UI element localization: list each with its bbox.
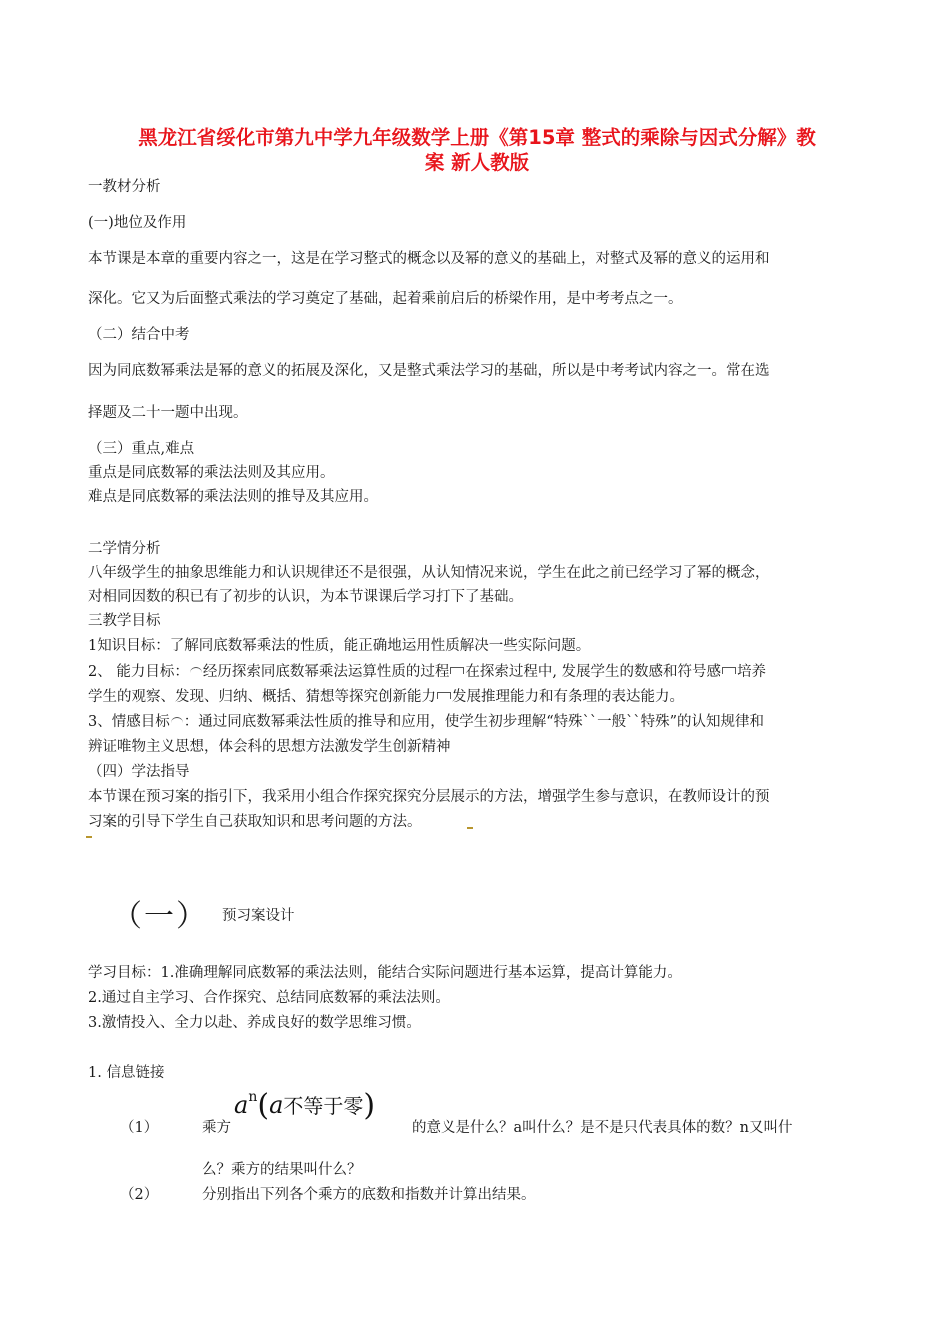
section-heading-teaching-goals: 三教学目标 [88, 613, 161, 629]
document-title-line-1: 黑龙江省绥化市第九中学九年级数学上册《第15章 整式的乘除与因式分解》教 [138, 126, 816, 149]
part-number: （一） [112, 899, 208, 934]
paragraph-line: 本节课是本章的重要内容之一，这是在学习整式的概念以及幂的意义的基础上，对整式及幂的意义的运用和 [88, 251, 770, 267]
goal-text: 2、 能力目标： [88, 664, 189, 680]
question-number: （2） [120, 1187, 159, 1203]
paragraph-line: 深化。它又为后面整式乘法的学习奠定了基础，起着乘前启后的桥梁作用，是中考考点之一。 [88, 291, 683, 307]
learning-goal-2: 2.通过自主学习、合作探究、总结同底数幂的乘法法则。 [88, 990, 450, 1006]
formula-exponent: n [248, 1089, 258, 1105]
part-label-preview-design: 预习案设计 [222, 908, 295, 924]
goal-text: 培养 [737, 664, 767, 680]
goal-text: 经历探索同底数幂乘法运算性质的过程 [202, 664, 450, 680]
edit-mark-icon [722, 667, 736, 674]
paragraph-line: 重点是同底数幂的乘法法则及其应用。 [88, 465, 335, 481]
question-text: 的意义是什么？a叫什么？是不是只代表具体的数？n又叫什 [412, 1120, 793, 1136]
subheading-position-role: (一)地位及作用 [88, 215, 187, 231]
formula-condition: 不等于零 [283, 1094, 364, 1118]
paragraph-line: 因为同底数幂乘法是幂的意义的拓展及深化，又是整式乘法学习的基础，所以是中考考试内容之一。常在选 [88, 363, 770, 379]
subheading-key-points: （三）重点,难点 [88, 441, 195, 457]
goal-emotion-line-2: 辨证唯物主义思想，体会科的思想方法激发学生创新精神 [88, 739, 451, 755]
subheading-exam-link: （二）结合中考 [88, 327, 190, 343]
section-heading-textbook-analysis: 一教材分析 [88, 179, 161, 195]
edit-mark-icon [86, 836, 92, 838]
edit-mark-icon [467, 827, 473, 829]
goal-text: 3、情感目标 [88, 714, 170, 730]
edit-mark-icon [437, 692, 451, 699]
edit-mark-icon [190, 667, 202, 674]
paragraph-line: 择题及二十一题中出现。 [88, 405, 248, 421]
paragraph-line: 对相同因数的积已有了初步的认识，为本节课课后学习打下了基础。 [88, 589, 523, 605]
paragraph-line: 八年级学生的抽象思维能力和认识规律还不是很强，从认知情况来说，学生在此之前已经学习了幂的概念， [88, 565, 770, 581]
goal-ability-line-2 [88, 687, 684, 707]
goal-text: 学生的观察、发现、归纳、概括、猜想等探究创新能力 [88, 689, 436, 705]
question-number: （1） [120, 1120, 159, 1136]
info-link-heading: 1. 信息链接 [88, 1065, 165, 1081]
question-text: 分别指出下列各个乘方的底数和指数并计算出结果。 [202, 1187, 536, 1203]
learning-goal-1: 学习目标：1.准确理解同底数幂的乘法法则，能结合实际问题进行基本运算，提高计算能力。 [88, 965, 682, 981]
goal-knowledge: 1知识目标：了解同底数幂乘法的性质，能正确地运用性质解决一些实际问题。 [88, 638, 591, 654]
formula-paren: ( [257, 1088, 270, 1123]
edit-mark-icon [450, 667, 464, 674]
section-heading-study-guide: （四）学法指导 [88, 764, 190, 780]
formula-paren: ) [363, 1088, 376, 1123]
formula-variable: a [269, 1091, 284, 1119]
question-prefix: 乘方 [202, 1120, 231, 1136]
power-formula [234, 1088, 375, 1123]
goal-ability-line-1 [88, 662, 766, 682]
goal-text: 在探索过程中, 发展学生的数感和符号感 [465, 664, 722, 680]
goal-emotion-line-1 [88, 712, 764, 732]
edit-mark-icon [171, 717, 183, 724]
paragraph-line: 本节课在预习案的指引下，我采用小组合作探究探究分层展示的方法，增强学生参与意识，在教师设计的预 [88, 789, 770, 805]
document-title-line-2: 案 新人教版 [424, 151, 530, 174]
section-heading-student-analysis: 二学情分析 [88, 541, 161, 557]
question-text-continued: 么？乘方的结果叫什么？ [202, 1162, 362, 1178]
formula-base: a [234, 1091, 249, 1119]
learning-goal-3: 3.激情投入、全力以赴、养成良好的数学思维习惯。 [88, 1015, 421, 1031]
goal-text: ：通过同底数幂乘法性质的推导和应用，使学生初步理解“特殊``一般``特殊”的认知规律和 [183, 714, 765, 730]
paragraph-line: 习案的引导下学生自己获取知识和思考问题的方法。 [88, 814, 422, 830]
goal-text: 发展推理能力和有条理的表达能力。 [452, 689, 684, 705]
paragraph-line: 难点是同底数幂的乘法法则的推导及其应用。 [88, 489, 378, 505]
